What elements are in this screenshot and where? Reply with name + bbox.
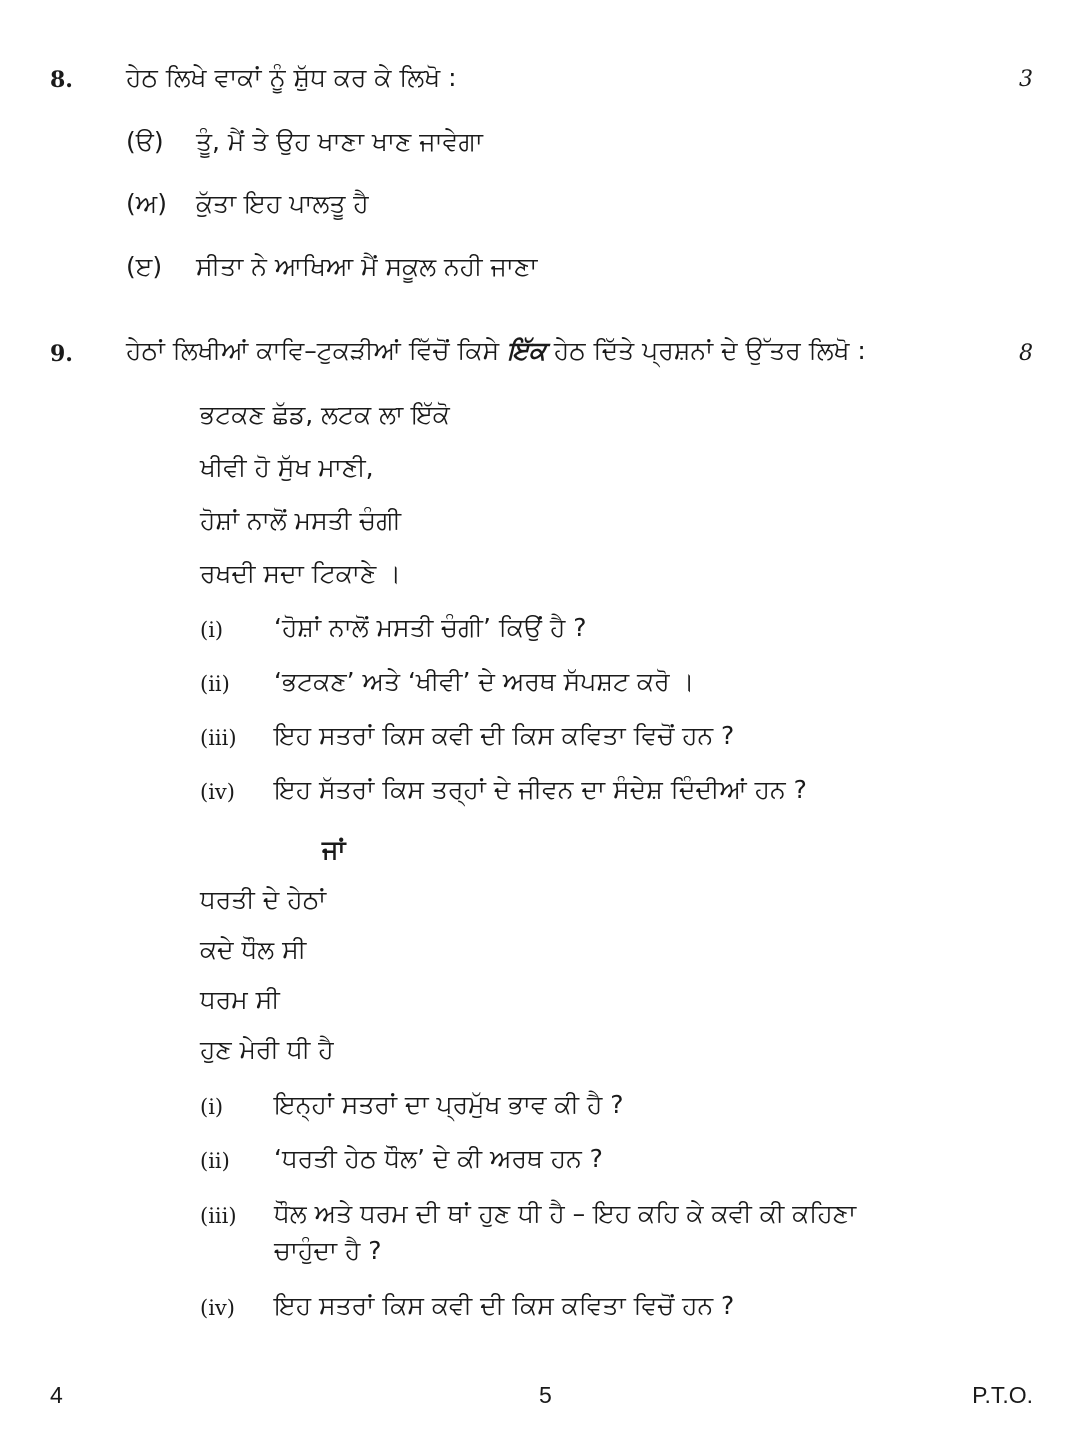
question-number: 8. <box>50 67 73 93</box>
subquestion-label: (iii) <box>200 726 237 750</box>
subquestion-text-continued: ਚਾਹੁੰਦਾ ਹੈ ? <box>274 1236 382 1265</box>
poem-line: ਭਟਕਣ ਛੱਡ, ਲਟਕ ਲਾ ਇੱਕੋ <box>200 400 450 429</box>
item-text: ਤੂੰ, ਮੈਂ ਤੇ ਉਹ ਖਾਣਾ ਖਾਣ ਜਾਵੇਗਾ <box>196 127 483 156</box>
item-text: ਸੀਤਾ ਨੇ ਆਖਿਆ ਮੈਂ ਸਕੂਲ ਨਹੀ ਜਾਣਾ <box>196 252 538 281</box>
item-label: (ਅ) <box>126 189 168 218</box>
subquestion-label: (i) <box>200 1095 224 1119</box>
poem-line: ਹੁਣ ਮੇਰੀ ਧੀ ਹੈ <box>200 1035 334 1064</box>
question-number: 9. <box>50 341 73 367</box>
subquestion-label: (iv) <box>200 780 235 804</box>
item-label: (ੳ) <box>126 127 164 156</box>
poem-line: ਧਰਮ ਸੀ <box>200 985 280 1014</box>
item-label: (ੲ) <box>126 252 163 281</box>
subquestion-text: ਇਨ੍ਹਾਂ ਸਤਰਾਂ ਦਾ ਪ੍ਰਮੁੱਖ ਭਾਵ ਕੀ ਹੈ ? <box>274 1090 624 1119</box>
subquestion-text: ‘ਭਟਕਣ’ ਅਤੇ ‘ਖੀਵੀ’ ਦੇ ਅਰਥ ਸੱਪਸ਼ਟ ਕਰੋ । <box>274 667 695 696</box>
subquestion-label: (i) <box>200 618 224 642</box>
subquestion-text: ‘ਧਰਤੀ ਹੇਠ ਧੌਲ’ ਦੇ ਕੀ ਅਰਥ ਹਨ ? <box>274 1144 603 1173</box>
pto-label: P.T.O. <box>972 1382 1033 1408</box>
question-marks: 3 <box>1019 67 1033 92</box>
poem-line: ਖੀਵੀ ਹੋ ਸੁੱਖ ਮਾਣੀ, <box>200 453 374 482</box>
subquestion-label: (iv) <box>200 1296 235 1320</box>
question-instruction: ਹੇਠ ਲਿਖੇ ਵਾਕਾਂ ਨੂੰ ਸ਼ੁੱਧ ਕਰ ਕੇ ਲਿਖੋ : <box>126 63 457 92</box>
subquestion-text: ਇਹ ਸੱਤਰਾਂ ਕਿਸ ਤਰ੍ਹਾਂ ਦੇ ਜੀਵਨ ਦਾ ਸੰਦੇਸ਼ ਦਿੰਦੀਆਂ ਹਨ ? <box>274 775 807 804</box>
footer-code: 4 <box>50 1382 63 1408</box>
instruction-emphasis: ਇੱਕ <box>507 336 546 365</box>
question-marks: 8 <box>1019 341 1033 366</box>
or-separator: ਜਾਂ <box>322 835 346 864</box>
poem-line: ਕਦੇ ਧੌਲ ਸੀ <box>200 935 307 964</box>
item-text: ਕੁੱਤਾ ਇਹ ਪਾਲਤੂ ਹੈ <box>196 189 369 218</box>
subquestion-text: ‘ਹੋਸ਼ਾਂ ਨਾਲੋਂ ਮਸਤੀ ਚੰਗੀ’ ਕਿਉਂ ਹੈ ? <box>274 613 587 642</box>
subquestion-text: ਧੌਲ ਅਤੇ ਧਰਮ ਦੀ ਥਾਂ ਹੁਣ ਧੀ ਹੈ – ਇਹ ਕਹਿ ਕੇ ਕਵੀ ਕੀ ਕਹਿਣਾ <box>274 1199 857 1228</box>
subquestion-label: (ii) <box>200 672 230 696</box>
instruction-part: ਹੇਠ ਦਿੱਤੇ ਪ੍ਰਸ਼ਨਾਂ ਦੇ ਉੱਤਰ ਲਿਖੋ : <box>553 336 866 365</box>
question-instruction <box>126 336 866 366</box>
instruction-part: ਹੇਠਾਂ ਲਿਖੀਆਂ ਕਾਵਿ–ਟੁਕੜੀਆਂ ਵਿੱਚੋਂ ਕਿਸੇ <box>126 336 500 365</box>
subquestion-text: ਇਹ ਸਤਰਾਂ ਕਿਸ ਕਵੀ ਦੀ ਕਿਸ ਕਵਿਤਾ ਵਿਚੋਂ ਹਨ ? <box>274 1291 735 1320</box>
page-number: 5 <box>539 1382 552 1408</box>
subquestion-text: ਇਹ ਸਤਰਾਂ ਕਿਸ ਕਵੀ ਦੀ ਕਿਸ ਕਵਿਤਾ ਵਿਚੋਂ ਹਨ ? <box>274 721 735 750</box>
poem-line: ਹੋਸ਼ਾਂ ਨਾਲੋਂ ਮਸਤੀ ਚੰਗੀ <box>200 506 401 535</box>
subquestion-label: (ii) <box>200 1149 230 1173</box>
poem-line: ਧਰਤੀ ਦੇ ਹੇਠਾਂ <box>200 885 327 914</box>
poem-line: ਰਖਦੀ ਸਦਾ ਟਿਕਾਣੇ । <box>200 559 402 588</box>
subquestion-label: (iii) <box>200 1204 237 1228</box>
